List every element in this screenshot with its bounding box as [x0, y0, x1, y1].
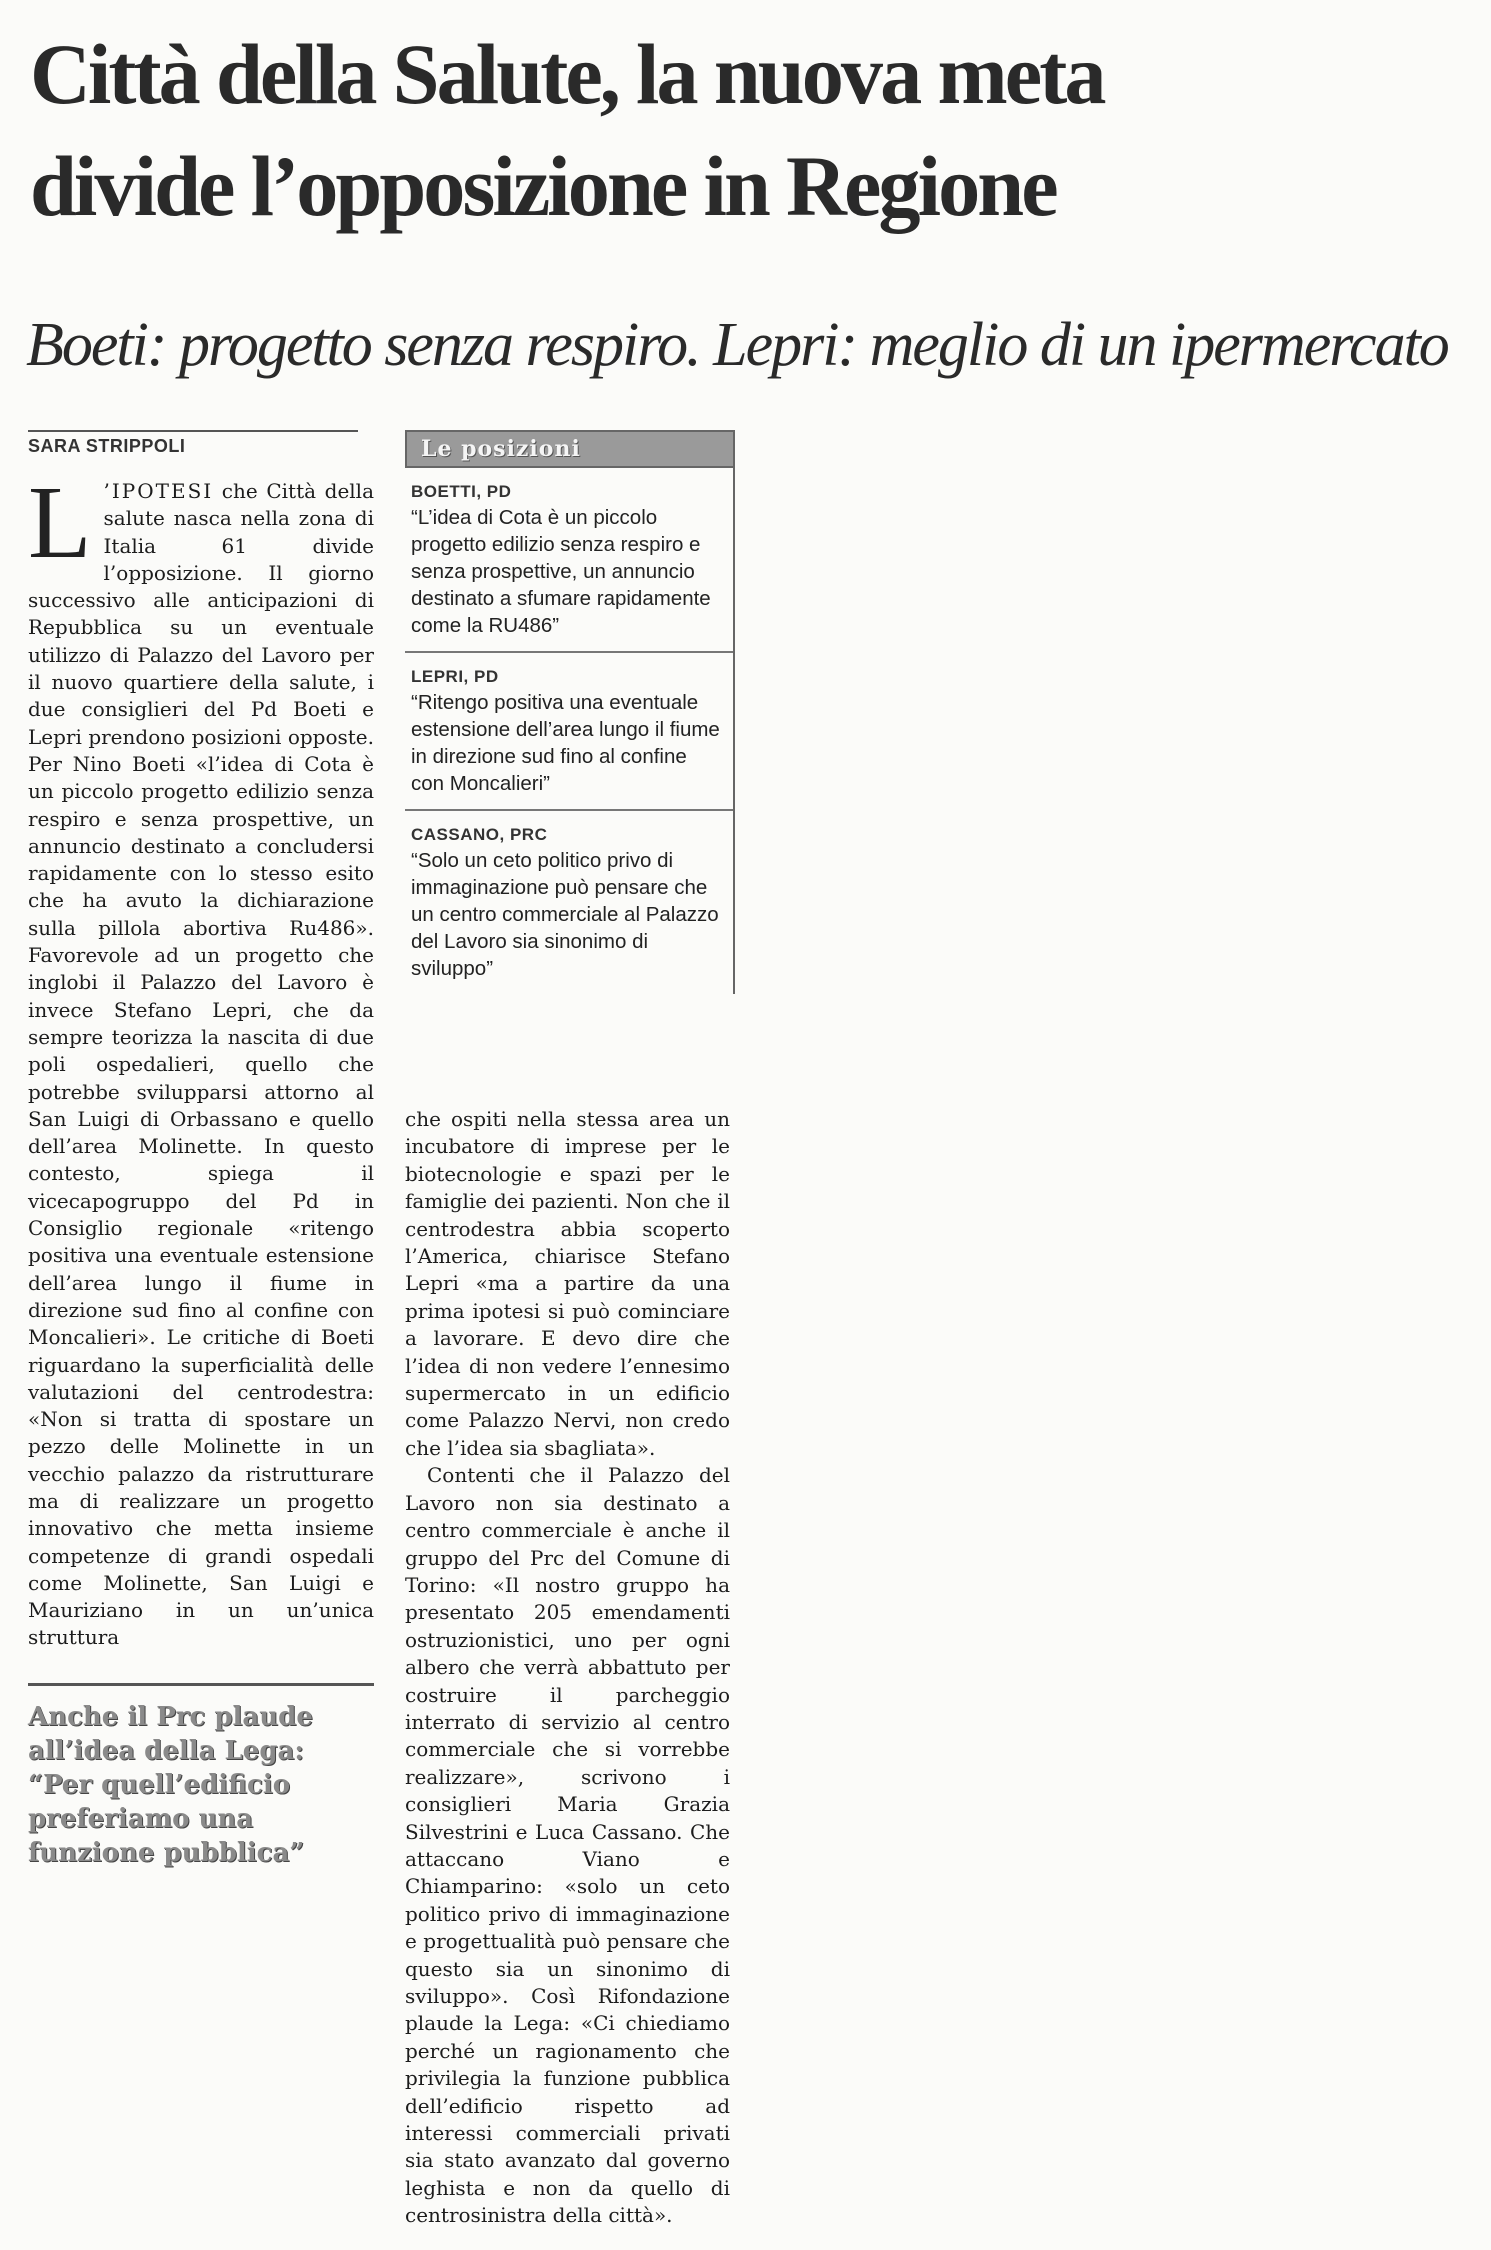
pullquote-text: Anche il Prc plaude all’idea della Lega: “Per quell’edificio preferiamo una funzione pubblica” — [28, 1702, 313, 1868]
positions-sidebar — [405, 430, 735, 994]
article-paragraph: che ospiti nella stessa area un incubatore di imprese per le biotecnologie e spazi per le famiglie dei pazienti. Non che il centrodestra abbia scoperto l’America, chiarisce Stefano Lepri «ma a partire da una prima ipotesi si può cominciare a lavorare. E devo dire che l’idea di non vedere l’ennesimo supermercato in un edificio come Palazzo Nervi, non credo che l’idea sia sbagliata». — [405, 1107, 730, 1460]
position-quote: “Solo un ceto politico privo di immaginazione può pensare che un centro commerciale al Palazzo del Lavoro sia sinonimo di sviluppo” — [411, 849, 719, 980]
headline-line-1: Città della Salute, la nuova meta — [30, 26, 1104, 122]
byline: SARA STRIPPOLI — [28, 430, 358, 457]
position-cassano — [405, 811, 733, 994]
position-name: BOETTI, PD — [411, 482, 512, 501]
position-quote: “L’idea di Cota è un piccolo progetto edilizio senza respiro e senza prospettive, un annuncio destinato a sfumare rapidamente come la RU486” — [411, 506, 711, 637]
article-column-1 — [28, 465, 374, 1652]
article-column-2 — [405, 1106, 730, 2230]
headline-line-2: divide l’opposizione in Regione — [30, 138, 1056, 234]
lead-word: ’IPOTESI — [103, 479, 214, 503]
pullquote — [28, 1683, 374, 1870]
position-boetti — [405, 468, 733, 653]
sidebar-title: Le posizioni — [405, 430, 735, 468]
position-name: LEPRI, PD — [411, 667, 499, 686]
position-lepri — [405, 653, 733, 811]
headline — [30, 18, 1422, 242]
article-paragraph: Contenti che il Palazzo del Lavoro non sia destinato a centro commerciale è anche il gruppo del Prc del Comune di Torino: «Il nostro gruppo ha presentato 205 emendamenti ostruzionistici, uno per ogni albero che verrà abbattuto per costruire il parcheggio interrato di servizio al centro commerciale che si vorrebbe realizzare», scrivono i consiglieri Maria Grazia Silvestrini e Luca Cassano. Che attaccano Viano e Chiamparino: «solo un ceto politico privo di immaginazione e progettualità può pensare che questo sia un sinonimo di sviluppo». Così Rifondazione plaude la Lega: «Ci chiediamo perché un ragionamento che privilegia la funzione pubblica dell’edificio rispetto ad interessi commerciali privati sia stato avanzato dal governo leghista e non da quello di centrosinistra della città». — [405, 1463, 730, 2228]
article-text-col1: che Città della salute nasca nella zona di Italia 61 divide l’opposizione. Il giorno successivo alle anticipazioni di Repubblica su un eventuale utilizzo di Palazzo del Lavoro per il nuovo quartiere della salute, i due consiglieri del Pd Boeti e Lepri prendono posizioni opposte. Per Nino Boeti «l’idea di Cota è un piccolo progetto edilizio senza respiro e senza prospettive, un annuncio destinato a concludersi rapidamente con lo stesso esito che ha avuto la dichiarazione sulla pillola abortiva Ru486». Favorevole ad un progetto che inglobi il Palazzo del Lavoro è invece Stefano Lepri, che da sempre teorizza la nascita di due poli ospedalieri, quello che potrebbe svilupparsi attorno al San Luigi di Orbassano e quello dell’area Molinette. In questo contesto, spiega il vicecapogruppo del Pd in Consiglio regionale «ritengo positiva una eventuale estensione dell’area lungo il fiume in direzione sud fino al confine con Moncalieri». Le critiche di Boeti riguardano la superficialità delle valutazioni del centrodestra: «Non si tratta di spostare un pezzo delle Molinette in un vecchio palazzo da ristrutturare ma di realizzare un progetto innovativo che metta insieme competenze di grandi ospedali come Molinette, San Luigi e Mauriziano in un un’unica struttura — [28, 479, 374, 1650]
dropcap: L — [28, 465, 92, 580]
position-name: CASSANO, PRC — [411, 825, 548, 844]
subheadline: Boeti: progetto senza respiro. Lepri: meglio di un ipermercato — [26, 311, 1448, 379]
position-quote: “Ritengo positiva una eventuale estensione dell’area lungo il fiume in direzione sud fino al confine con Moncalieri” — [411, 691, 720, 795]
